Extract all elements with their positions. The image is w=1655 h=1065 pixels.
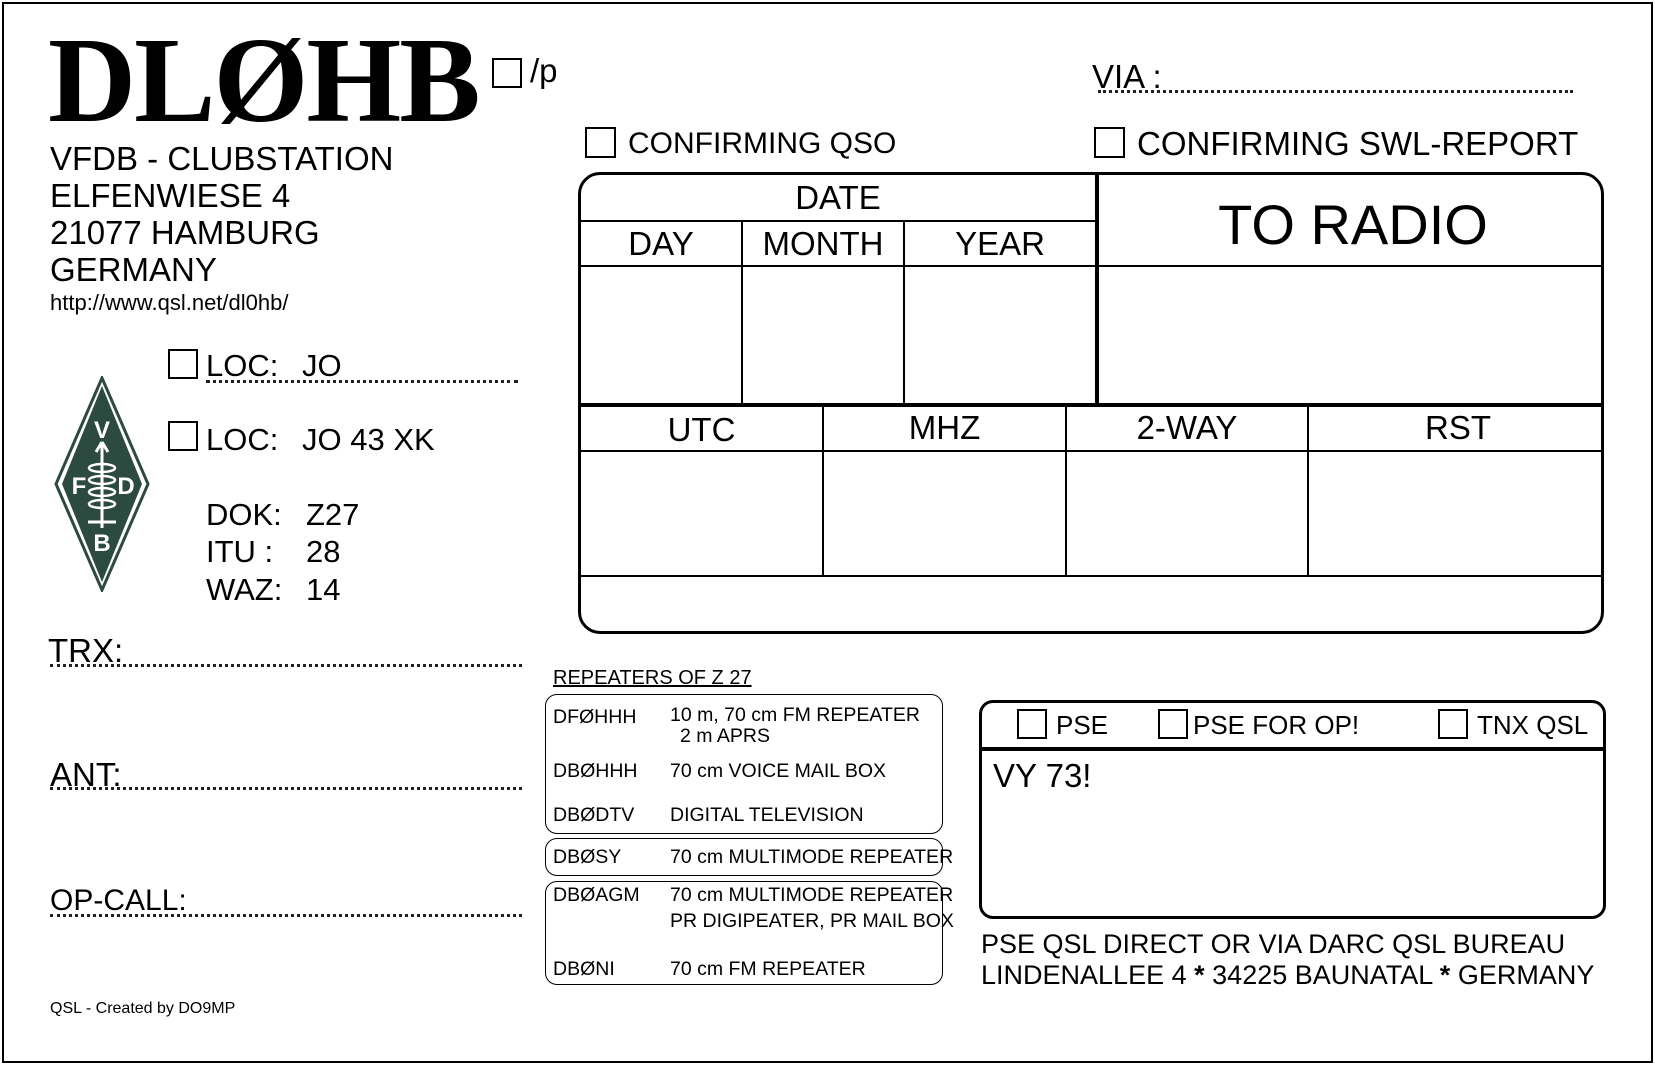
repeater-desc: 70 cm VOICE MAIL BOX xyxy=(670,760,887,782)
ant-dotted-line xyxy=(50,787,522,790)
repeater-call: DBØAGM xyxy=(553,884,640,906)
confirming-qso-checkbox[interactable] xyxy=(585,127,616,158)
credit-text: QSL - Created by DO9MP xyxy=(50,1000,236,1017)
two-way-header: 2-WAY xyxy=(1136,409,1238,446)
bureau-separator: * xyxy=(1194,960,1205,990)
rst-header: RST xyxy=(1425,409,1491,446)
bureau-city: 34225 BAUNATAL xyxy=(1212,960,1433,990)
callsign: DLØHB xyxy=(48,13,479,148)
locator-jo-checkbox[interactable] xyxy=(168,349,198,379)
logo-letter-bottom: B xyxy=(93,530,111,557)
ant-label: ANT: xyxy=(50,756,122,793)
portable-label: /p xyxy=(530,52,558,89)
repeater-desc: 2 m APRS xyxy=(680,725,770,747)
pse-checkbox[interactable] xyxy=(1017,709,1047,739)
portable-checkbox[interactable] xyxy=(492,58,522,88)
repeater-call: DBØDTV xyxy=(553,804,635,826)
bureau-separator: * xyxy=(1439,960,1451,990)
tnx-qsl-label: TNX QSL xyxy=(1477,710,1589,740)
confirming-qso-label: CONFIRMING QSO xyxy=(628,127,897,160)
logo-letter-right: D xyxy=(117,473,135,500)
waz-value: 14 xyxy=(306,572,341,607)
op-call-dotted-line xyxy=(50,914,522,917)
utc-header: UTC xyxy=(667,411,736,448)
address-line1: VFDB - CLUBSTATION xyxy=(50,140,394,177)
to-radio-header: TO RADIO xyxy=(1218,193,1488,256)
op-call-label: OP-CALL: xyxy=(50,884,187,917)
locator-jo43xk-checkbox[interactable] xyxy=(168,421,198,451)
tnx-qsl-checkbox[interactable] xyxy=(1438,709,1468,739)
logo-letter-top: V xyxy=(93,417,111,444)
repeater-call: DBØSY xyxy=(553,846,622,868)
trx-dotted-line xyxy=(50,664,522,667)
repeaters-title: REPEATERS OF Z 27 xyxy=(553,667,752,689)
pse-for-op-checkbox[interactable] xyxy=(1158,709,1188,739)
repeater-desc: PR DIGIPEATER, PR MAIL BOX xyxy=(670,910,954,932)
confirming-swl-checkbox[interactable] xyxy=(1094,127,1125,158)
vfdb-diamond-logo-icon xyxy=(52,376,152,597)
pse-label: PSE xyxy=(1056,710,1109,740)
locator-1-value: JO xyxy=(302,348,342,383)
bureau-line2 xyxy=(981,960,1594,991)
trx-label: TRX: xyxy=(48,632,124,669)
greeting-text: VY 73! xyxy=(993,757,1092,794)
waz-label: WAZ: xyxy=(206,572,283,607)
address-line3: 21077 HAMBURG xyxy=(50,214,320,251)
logo-letter-left: F xyxy=(71,473,87,500)
day-header: DAY xyxy=(628,225,694,262)
address-line4: GERMANY xyxy=(50,251,217,288)
dok-label: DOK: xyxy=(206,497,282,532)
repeater-desc: 70 cm MULTIMODE REPEATER xyxy=(670,884,954,906)
locator-1-label: LOC: xyxy=(206,348,279,383)
qso-table xyxy=(578,172,1604,634)
via-dotted-line xyxy=(1098,90,1573,93)
repeater-desc: 70 cm FM REPEATER xyxy=(670,958,866,980)
repeater-call: DBØNI xyxy=(553,958,615,980)
dok-value: Z27 xyxy=(306,497,360,532)
locator-2-label: LOC: xyxy=(206,422,279,457)
locator-dotted-line xyxy=(206,380,518,383)
itu-label: ITU : xyxy=(206,534,274,569)
bureau-country: GERMANY xyxy=(1457,960,1595,990)
bureau-street: LINDENALLEE 4 xyxy=(981,960,1187,990)
month-header: MONTH xyxy=(762,225,884,262)
itu-value: 28 xyxy=(306,534,341,569)
repeater-desc: DIGITAL TELEVISION xyxy=(670,804,864,826)
pse-for-op-label: PSE FOR OP! xyxy=(1193,710,1360,740)
mhz-header: MHZ xyxy=(908,409,981,446)
repeater-desc: 10 m, 70 cm FM REPEATER xyxy=(670,704,920,726)
bureau-line1: PSE QSL DIRECT OR VIA DARC QSL BUREAU xyxy=(981,929,1566,959)
year-header: YEAR xyxy=(955,225,1045,262)
confirming-swl-label: CONFIRMING SWL-REPORT xyxy=(1137,125,1579,162)
address-line2: ELFENWIESE 4 xyxy=(50,177,291,214)
locator-2-value: JO 43 XK xyxy=(302,422,435,457)
repeater-desc: 70 cm MULTIMODE REPEATER xyxy=(670,846,954,868)
via-label: VIA : xyxy=(1092,58,1162,95)
repeater-call: DFØHHH xyxy=(553,706,637,728)
date-header: DATE xyxy=(795,179,881,216)
website-link[interactable]: http://www.qsl.net/dl0hb/ xyxy=(50,290,289,315)
repeater-call: DBØHHH xyxy=(553,760,638,782)
